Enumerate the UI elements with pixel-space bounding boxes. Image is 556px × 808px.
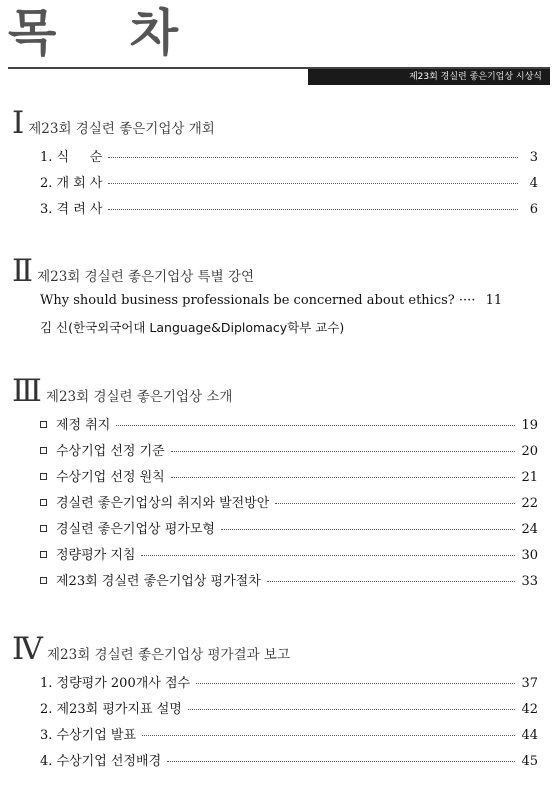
toc-entry-label: 4. 수상기업 선정배경 (40, 754, 162, 769)
toc-entry-page: 3 (529, 150, 538, 165)
event-tag: 제23회 경실련 좋은기업상 시상식 (308, 69, 550, 85)
leader-dots (171, 477, 516, 478)
lecture-entry[interactable] (40, 293, 502, 308)
section-4-title: 제23회 경실련 좋은기업상 평가결과 보고 (46, 647, 290, 663)
toc-entry[interactable] (40, 172, 538, 190)
toc-entry-label: 제정 취지 (56, 418, 111, 433)
page-title: 목 차 (8, 4, 207, 62)
toc-entry[interactable] (40, 466, 538, 484)
toc-entry-page: 33 (521, 574, 538, 589)
section-2-heading (12, 253, 254, 289)
toc-entry-label: 제23회 경실련 좋은기업상 평가절차 (56, 574, 261, 589)
section-3-heading (12, 373, 233, 409)
toc-entry-label: 수상기업 선정 기준 (56, 444, 165, 459)
toc-entry-label: 경실련 좋은기업상 평가모형 (56, 522, 215, 537)
leader-dots (167, 761, 515, 762)
leader-dots (196, 683, 515, 684)
toc-entry-label: 수상기업 선정 원칙 (56, 470, 165, 485)
section-1-heading (12, 105, 215, 141)
square-bullet-icon (40, 525, 47, 532)
toc-entry-page: 42 (521, 702, 538, 717)
toc-entry-page: 44 (521, 728, 538, 743)
square-bullet-icon (40, 577, 47, 584)
toc-entry-page: 21 (521, 470, 538, 485)
toc-entry[interactable] (40, 672, 538, 690)
section-1-title: 제23회 경실련 좋은기업상 개회 (28, 121, 215, 137)
toc-entry[interactable] (40, 198, 538, 216)
toc-entry[interactable] (40, 146, 538, 164)
toc-entry-label: 2. 개 회 사 (40, 176, 103, 191)
leader-dots (221, 529, 515, 530)
section-2-title: 제23회 경실련 좋은기업상 특별 강연 (37, 269, 254, 285)
leader-dots (275, 503, 515, 504)
toc-entry-page: 45 (521, 754, 538, 769)
toc-entry-label: 1. 정량평가 200개사 점수 (40, 676, 191, 691)
toc-entry-page: 20 (521, 444, 538, 459)
section-4-heading (12, 631, 290, 667)
toc-entry[interactable] (40, 750, 538, 768)
toc-entry-label: 3. 수상기업 발표 (40, 728, 137, 743)
square-bullet-icon (40, 499, 47, 506)
toc-entry-label: 1. 식 순 (40, 150, 103, 165)
toc-entry-label: 정량평가 지침 (56, 548, 136, 563)
leader-dots (141, 555, 515, 556)
section-3-title: 제23회 경실련 좋은기업상 소개 (45, 389, 233, 405)
square-bullet-icon (40, 447, 47, 454)
toc-entry-label: 3. 격 려 사 (40, 202, 103, 217)
section-2-numeral: Ⅱ (12, 253, 34, 289)
leader-dots (142, 735, 515, 736)
toc-entry-label: 2. 제23회 평가지표 설명 (40, 702, 182, 717)
leader-dots (108, 183, 518, 184)
toc-entry[interactable] (40, 698, 538, 716)
leader-dots (188, 709, 516, 710)
section-3-numeral: Ⅲ (12, 373, 42, 409)
lecture-page: 11 (485, 293, 503, 308)
leader-dots (267, 581, 516, 582)
lecture-speaker: 김 신(한국외국어대 Language&Diplomacy학부 교수) (40, 320, 345, 335)
toc-entry-page: 6 (529, 202, 538, 217)
square-bullet-icon (40, 551, 47, 558)
section-1-numeral: Ⅰ (12, 105, 25, 141)
toc-entry-page: 24 (521, 522, 538, 537)
toc-entry[interactable] (40, 492, 538, 510)
toc-entry-page: 37 (521, 676, 538, 691)
toc-entry[interactable] (40, 570, 538, 588)
section-4-numeral: Ⅳ (12, 631, 43, 667)
toc-entry[interactable] (40, 724, 538, 742)
lecture-title: Why should business professionals be concerned about ethics? (40, 293, 455, 308)
toc-entry[interactable] (40, 440, 538, 458)
toc-entry[interactable] (40, 544, 538, 562)
toc-entry-page: 4 (529, 176, 538, 191)
leader-dots (171, 451, 516, 452)
leader-dots: ···· (458, 293, 476, 308)
toc-entry-label: 경실련 좋은기업상의 취지와 발전방안 (56, 496, 270, 511)
toc-entry-page: 22 (521, 496, 538, 511)
toc-entry-page: 30 (521, 548, 538, 563)
leader-dots (116, 425, 515, 426)
toc-entry[interactable] (40, 518, 538, 536)
toc-entry[interactable] (40, 414, 538, 432)
toc-entry-page: 19 (521, 418, 538, 433)
square-bullet-icon (40, 473, 47, 480)
square-bullet-icon (40, 421, 47, 428)
leader-dots (108, 157, 518, 158)
leader-dots (108, 209, 518, 210)
